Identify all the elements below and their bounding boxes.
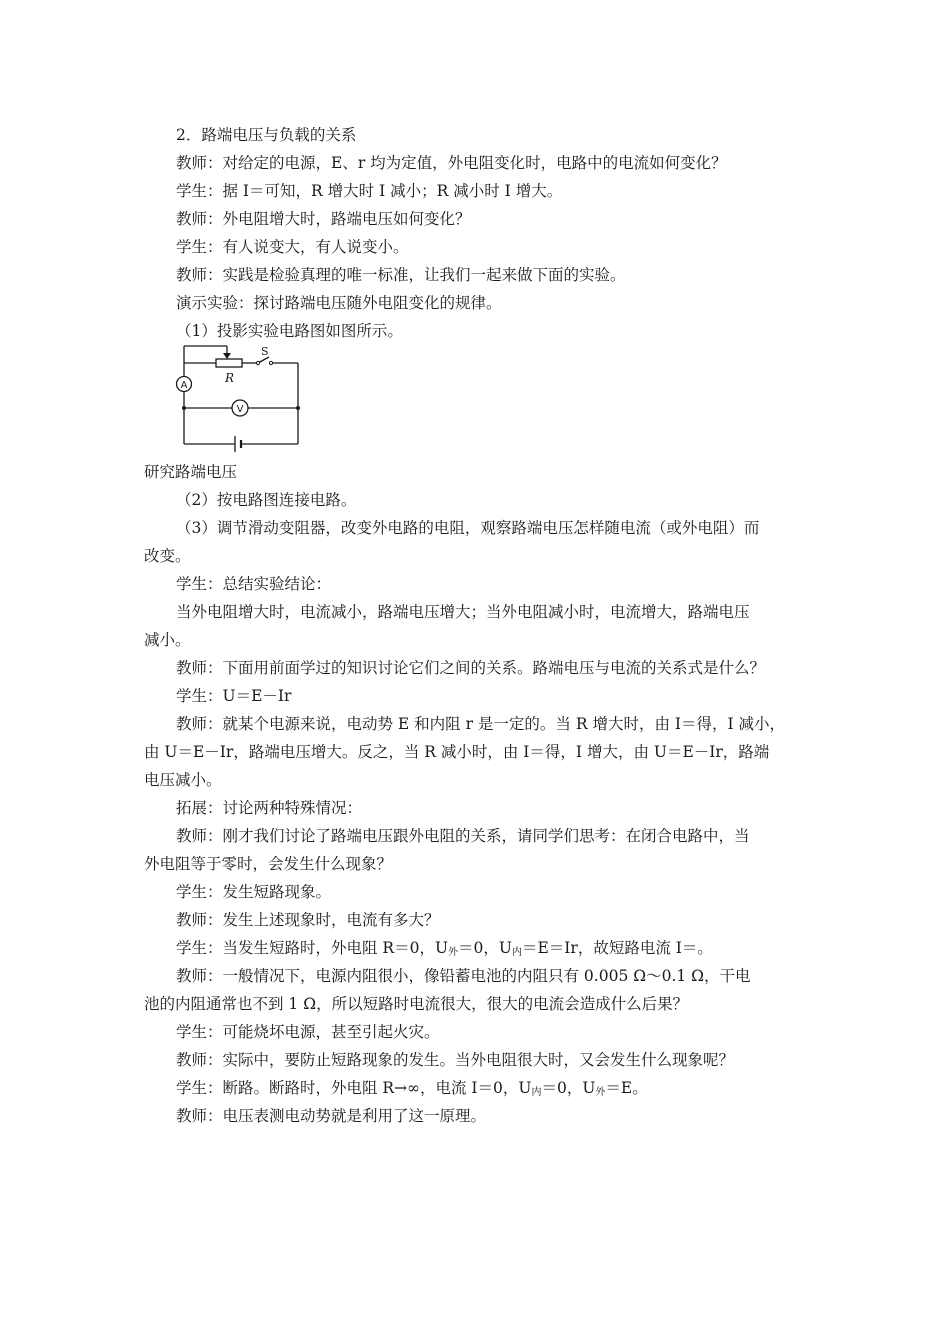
switch-label: S [261, 345, 269, 358]
paragraph: 外电阻等于零时，会发生什么现象？ [144, 855, 393, 873]
rheostat-symbol [216, 359, 242, 367]
paragraph: 学生：当发生短路时，外电阻 R＝0，$U_外=0$，$U_内=E=Ir$，故短路电流 I＝。 [176, 939, 713, 958]
paragraph: 教师：外电阻增大时，路端电压如何变化？ [176, 210, 471, 228]
paragraph: 教师：下面用前面学过的知识讨论它们之间的关系。路端电压与电流的关系式是什么？ [176, 659, 766, 677]
paragraph: 学生：可能烧坏电源，甚至引起火灾。 [176, 1023, 440, 1041]
paragraph: 由 U＝E－Ir，路端电压增大。反之，当 R 减小时，由 I＝得，I 增大，由 U＝E－Ir，路端 [144, 743, 770, 761]
paragraph: （1）投影实验电路图如图所示。 [176, 322, 403, 340]
paragraph: 学生：发生短路现象。 [176, 883, 332, 901]
paragraph: 学生：有人说变大，有人说变小。 [176, 238, 409, 256]
paragraph: 教师：发生上述现象时，电流有多大？ [176, 911, 440, 929]
section-heading: 2．路端电压与负载的关系 [176, 126, 357, 144]
paragraph: 池的内阻通常也不到 1 Ω，所以短路时电流很大，很大的电流会造成什么后果？ [144, 995, 689, 1013]
resistor-label: R [225, 371, 235, 385]
circuit-diagram [172, 340, 308, 452]
paragraph: 学生：U＝E－Ir [176, 687, 292, 705]
paragraph: 教师：就某个电源来说，电动势 E 和内阻 r 是一定的。当 R 增大时，由 I＝得，I 减小， [176, 715, 786, 733]
paragraph: 教师：电压表测电动势就是利用了这一原理。 [176, 1107, 487, 1125]
paragraph: 教师：一般情况下，电源内阻很小，像铅蓄电池的内阻只有 0.005 Ω～0.1 Ω，干电 [176, 967, 751, 985]
paragraph: 教师：对给定的电源，E、r 均为定值，外电阻变化时，电路中的电流如何变化？ [176, 154, 727, 172]
paragraph: 演示实验：探讨路端电压随外电阻变化的规律。 [176, 294, 502, 312]
figure-caption: 研究路端电压 [144, 463, 238, 481]
paragraph: 教师：刚才我们讨论了路端电压跟外电阻的关系，请同学们思考：在闭合电路中，当 [176, 827, 750, 845]
paragraph: （2）按电路图连接电路。 [176, 491, 357, 509]
paragraph: 减小。 [144, 631, 191, 649]
paragraph: 学生：据 I＝可知，R 增大时 I 减小；R 减小时 I 增大。 [176, 182, 563, 200]
paragraph: 教师：实际中，要防止短路现象的发生。当外电阻很大时，又会发生什么现象呢？ [176, 1051, 735, 1069]
voltmeter-label: V [236, 404, 244, 415]
ammeter-label: A [180, 380, 188, 391]
paragraph: 拓展：讨论两种特殊情况： [176, 799, 363, 817]
slider-arrow-icon [223, 353, 231, 359]
paragraph: （3）调节滑动变阻器，改变外电路的电阻，观察路端电压怎样随电流（或外电阻）而 [176, 519, 760, 537]
paragraph: 当外电阻增大时，电流减小，路端电压增大；当外电阻减小时，电流增大，路端电压 [176, 603, 750, 621]
paragraph: 学生：断路。断路时，外电阻 R→∞，电流 I＝0，$U_内=0$，$U_外=E$。 [176, 1079, 648, 1098]
paragraph: 学生：总结实验结论： [176, 575, 332, 593]
paragraph: 教师：实践是检验真理的唯一标准，让我们一起来做下面的实验。 [176, 266, 626, 284]
paragraph: 电压减小。 [144, 771, 222, 789]
paragraph: 改变。 [144, 547, 191, 565]
